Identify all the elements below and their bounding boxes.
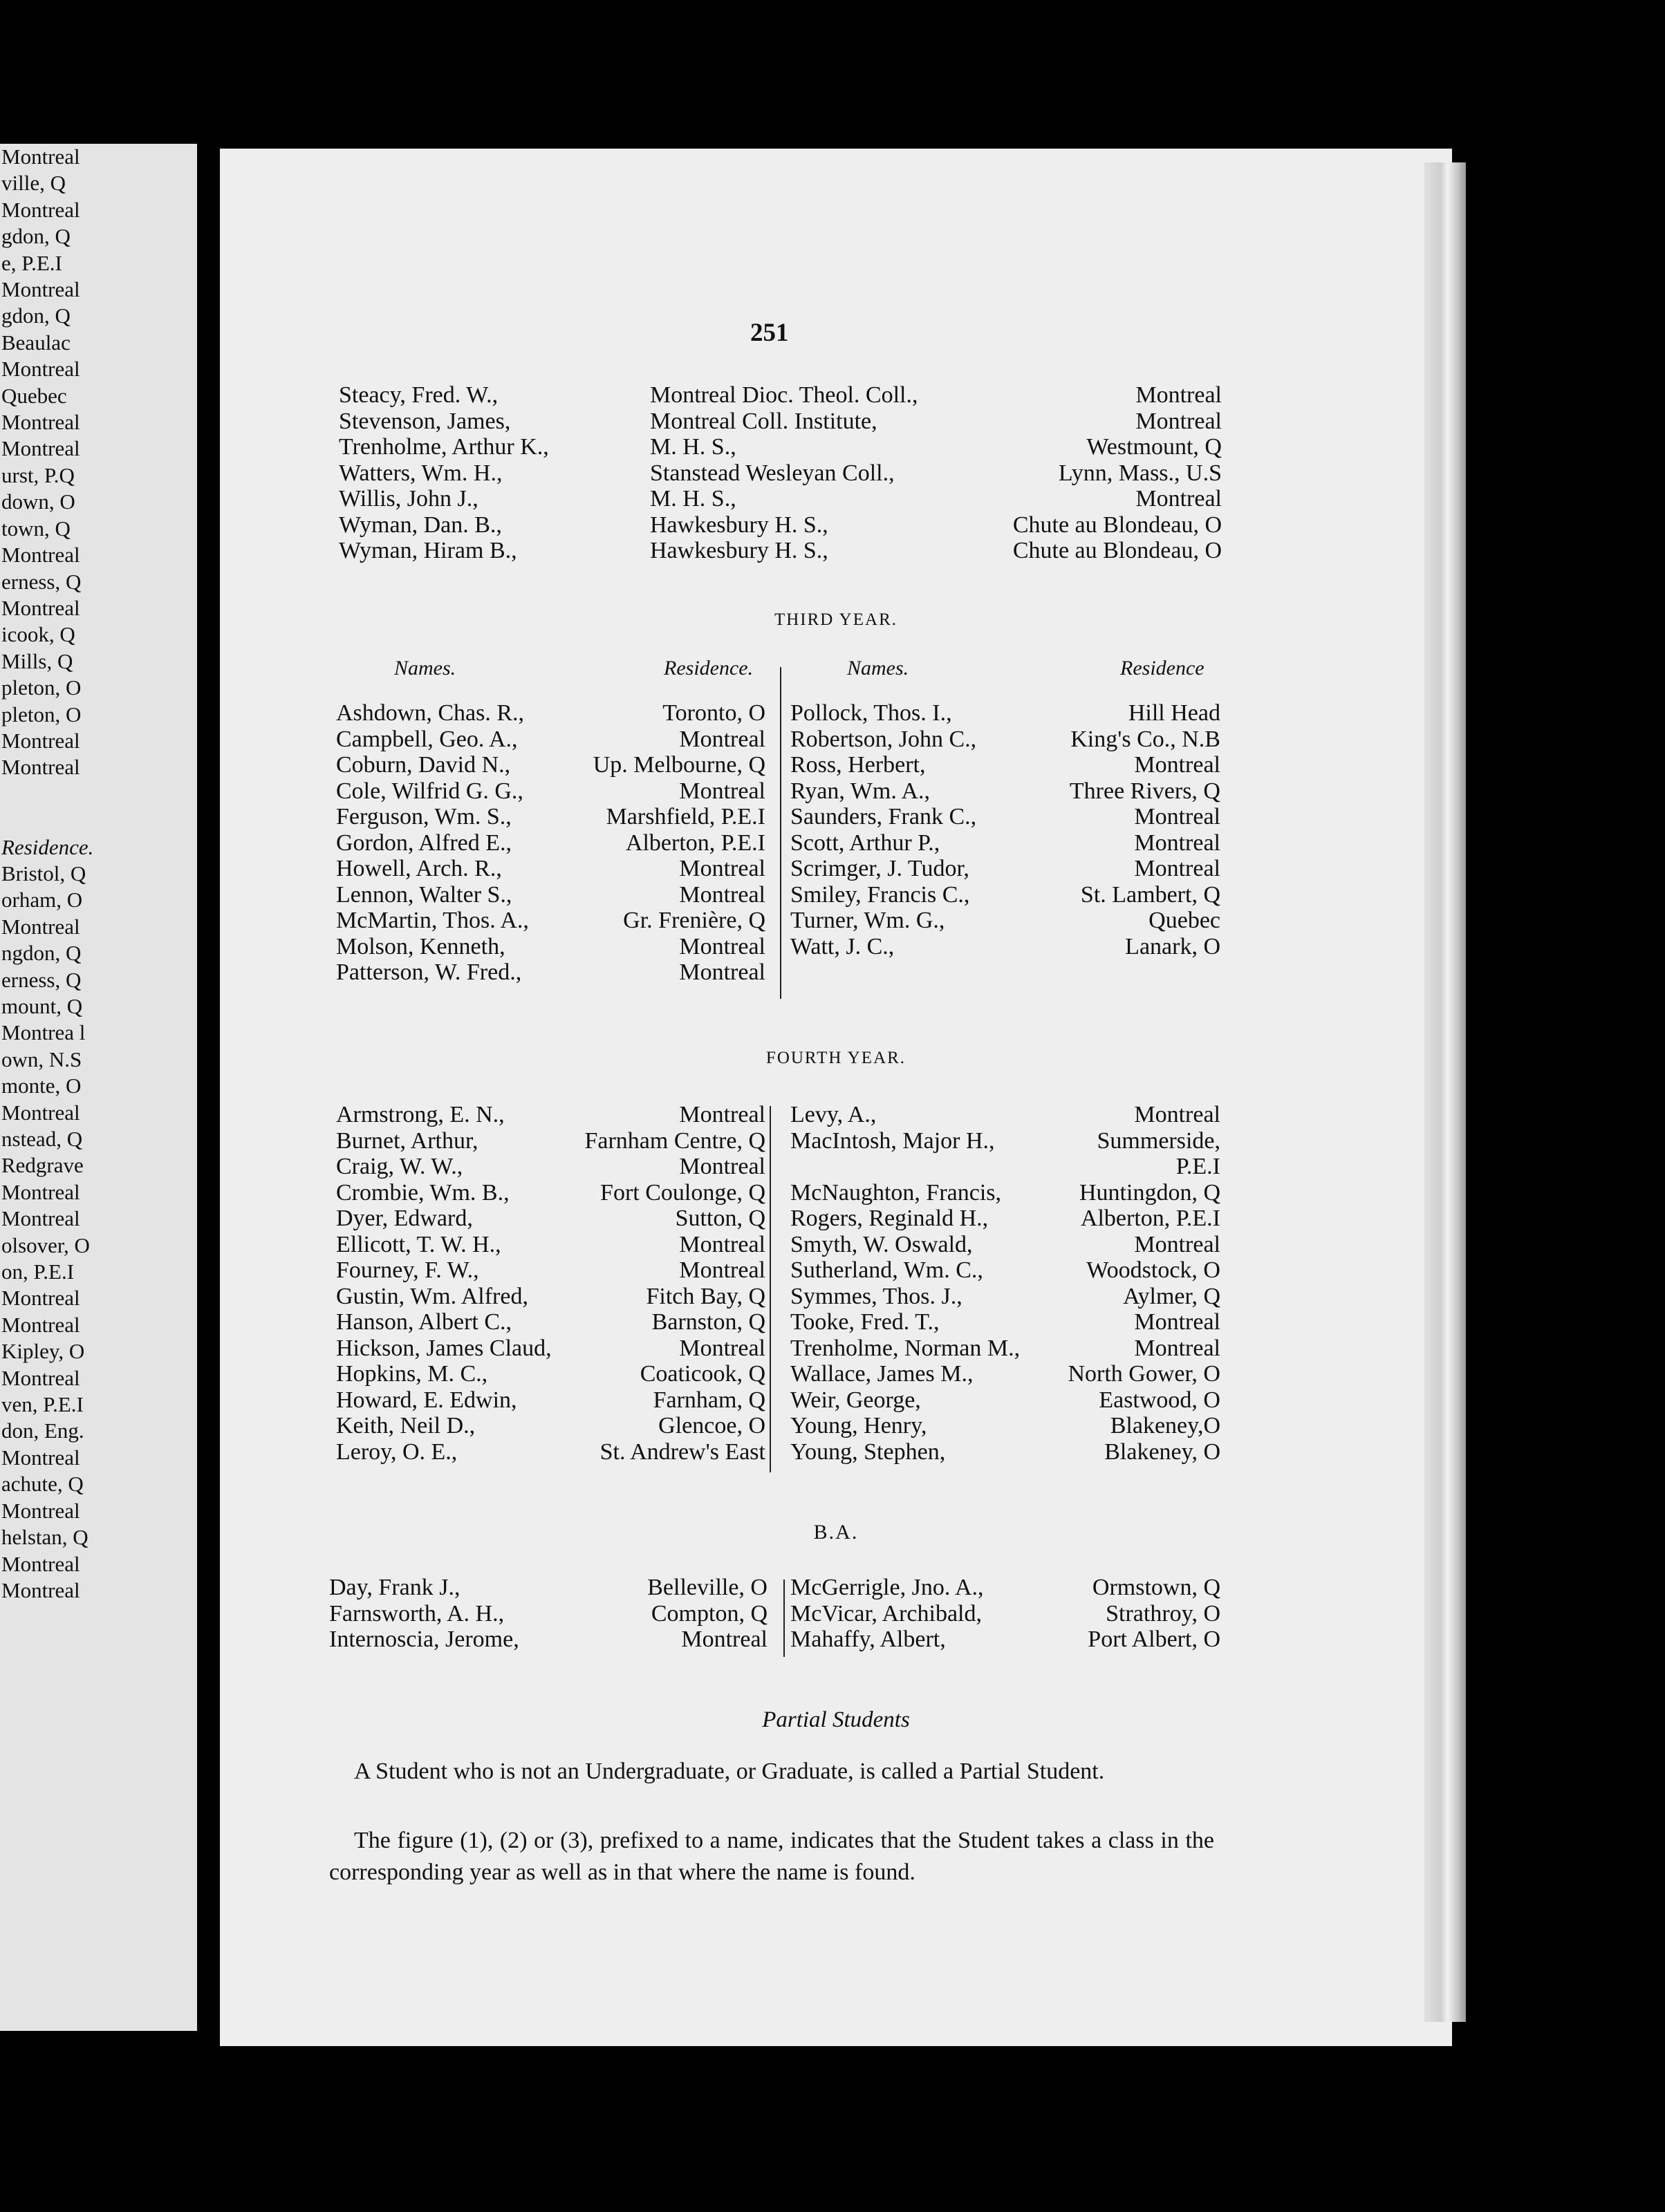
left-page-line: gdon, Q: [1, 303, 71, 328]
fourth_year-residence: Huntingdon, Q: [1079, 1179, 1220, 1206]
third_year-name: Campbell, Geo. A.,: [336, 726, 518, 752]
left-page-line: Montreal: [1, 1365, 80, 1390]
third_year-residence: Toronto, O: [662, 700, 765, 726]
fourth_year-residence: Montreal: [1134, 1335, 1220, 1361]
third_year-residence: Hill Head: [1128, 700, 1220, 726]
third_year-name: Ross, Herbert,: [790, 752, 926, 778]
left-page-line: gdon, Q: [1, 224, 71, 249]
left-page-line: town, Q: [1, 516, 71, 541]
third_year-residence: Montreal: [679, 881, 765, 908]
left-page-line: ngdon, Q: [1, 941, 82, 966]
fourth_year-residence: Montreal: [1134, 1231, 1220, 1257]
ba-name: McVicar, Archibald,: [790, 1600, 982, 1627]
left-page-line: helstan, Q: [1, 1525, 89, 1550]
top-list-residence: Montreal: [1135, 382, 1222, 408]
top-list-school: Montreal Dioc. Theol. Coll.,: [650, 382, 918, 408]
ba-name: Day, Frank J.,: [329, 1575, 461, 1600]
top-list-name: Stevenson, James,: [339, 408, 511, 434]
fourth_year-name: Fourney, F. W.,: [336, 1257, 479, 1283]
third_year-name: Cole, Wilfrid G. G.,: [336, 778, 523, 804]
fourth_year-residence: Fort Coulonge, Q: [600, 1179, 765, 1206]
top-list-name: Wyman, Hiram B.,: [339, 538, 517, 563]
fourth_year-name: Tooke, Fred. T.,: [790, 1309, 940, 1335]
third_year-name: Gordon, Alfred E.,: [336, 830, 512, 856]
third_year-residence: Montreal: [1134, 830, 1220, 856]
left-page-line: urst, P.Q: [1, 462, 75, 487]
third_year-residence: Montreal: [679, 726, 765, 752]
ba-residence: Ormstown, Q: [1092, 1575, 1220, 1600]
left-page-line: Montreal: [1, 1445, 80, 1470]
third_year-name: Scrimger, J. Tudor,: [790, 856, 969, 881]
fourth_year-residence: Fitch Bay, Q: [646, 1283, 765, 1309]
third-year-header-names: Names.: [394, 657, 456, 679]
third_year-residence: Lanark, O: [1125, 933, 1220, 959]
left-page-line: Montreal: [1, 914, 80, 939]
third_year-name: Ashdown, Chas. R.,: [336, 700, 525, 726]
left-page-line: erness, Q: [1, 569, 82, 594]
left-page-line: monte, O: [1, 1074, 82, 1098]
left-page-line: Montreal: [1, 1179, 80, 1204]
fourth_year-name: Young, Stephen,: [790, 1438, 946, 1465]
page-number: 251: [750, 319, 789, 347]
fourth_year-name: Weir, George,: [790, 1387, 921, 1413]
top-list-residence: Westmount, Q: [1086, 434, 1222, 460]
third_year-title: THIRD YEAR.: [774, 610, 897, 629]
left-page-line: pleton, O: [1, 702, 82, 727]
left-page-line: Montreal: [1, 1312, 80, 1337]
fourth_year-residence: Montreal: [679, 1154, 765, 1179]
left-page-line: Montreal: [1, 410, 80, 435]
page-edge: [1424, 162, 1466, 2022]
top-list-name: Steacy, Fred. W.,: [339, 382, 499, 408]
left-page-line: olsover, O: [1, 1232, 90, 1257]
fourth_year-name: Crombie, Wm. B.,: [336, 1179, 510, 1206]
third_year-residence: Montreal: [679, 933, 765, 959]
third_year-name: Scott, Arthur P.,: [790, 830, 940, 856]
third_year-residence: Montreal: [1134, 804, 1220, 830]
top-list-school: Hawkesbury H. S.,: [650, 512, 828, 538]
fourth_year-residence: Montreal: [679, 1257, 765, 1283]
fourth_year-name: Hickson, James Claud,: [336, 1335, 552, 1361]
third-year-header-names: Names.: [847, 657, 909, 679]
top-list-name: Wyman, Dan. B.,: [339, 512, 502, 538]
fourth_year-residence: North Gower, O: [1068, 1361, 1220, 1387]
left-page-line: Montreal: [1, 1498, 80, 1523]
third_year-residence: Three Rivers, Q: [1069, 778, 1220, 804]
fourth_year-residence: Summerside,: [1097, 1127, 1220, 1154]
ba-residence: Belleville, O: [647, 1575, 768, 1600]
fourth_year-residence: Coaticook, Q: [640, 1361, 765, 1387]
third_year-residence: Montreal: [679, 959, 765, 985]
fourth_year-name: Young, Henry,: [790, 1413, 927, 1438]
left-page-line: Montreal: [1, 197, 80, 222]
fourth_year-name: Keith, Neil D.,: [336, 1413, 476, 1438]
top-list-residence: Chute au Blondeau, O: [1012, 538, 1222, 563]
third_year-residence: St. Lambert, Q: [1080, 881, 1220, 908]
fourth_year-residence: Sutton, Q: [675, 1206, 765, 1231]
left-page-line: Beaulac: [1, 330, 71, 355]
left-page-line: down, O: [1, 489, 75, 514]
left-page-line: Bristol, Q: [1, 861, 86, 885]
fourth_year-residence: Montreal: [679, 1335, 765, 1361]
third_year-name: Smiley, Francis C.,: [790, 881, 970, 908]
left-page-line: mount, Q: [1, 993, 83, 1018]
left-page-line: Montreal: [1, 277, 80, 302]
top-list-name: Willis, John J.,: [339, 486, 478, 512]
fourth_year-name: Ellicott, T. W. H.,: [336, 1231, 501, 1257]
third_year-name: Molson, Kenneth,: [336, 933, 505, 959]
left-page-line: on, P.E.I: [1, 1259, 75, 1284]
fourth_year-residence: Montreal: [679, 1231, 765, 1257]
fourth_year-name: Trenholme, Norman M.,: [790, 1335, 1021, 1361]
third_year-residence: Marshfield, P.E.I: [606, 804, 765, 830]
third_year-column-divider: [780, 667, 781, 999]
ba-residence: Compton, Q: [651, 1600, 768, 1627]
fourth_year-residence: P.E.I: [1175, 1154, 1220, 1179]
fourth_year-residence: Blakeney, O: [1104, 1438, 1220, 1465]
fourth_year-name: Howard, E. Edwin,: [336, 1387, 517, 1413]
third_year-name: Watt, J. C.,: [790, 933, 895, 959]
ba-column-divider: [783, 1580, 785, 1657]
partial-students-title: Partial Students: [762, 1707, 910, 1732]
fourth_year-name: MacIntosh, Major H.,: [790, 1127, 995, 1154]
left-page-line: Montreal: [1, 144, 80, 169]
ba-name: Mahaffy, Albert,: [790, 1627, 946, 1652]
top-list-school: Stanstead Wesleyan Coll.,: [650, 460, 895, 486]
third_year-residence: Montreal: [679, 856, 765, 881]
left-page-line: Montrea l: [1, 1020, 86, 1045]
left-page-line: Montreal: [1, 755, 80, 780]
ba-title: B.A.: [813, 1521, 859, 1544]
left-page-line: e, P.E.I: [1, 250, 62, 275]
left-page-line: Mills, Q: [1, 648, 73, 673]
ba-name: Farnsworth, A. H.,: [329, 1600, 505, 1627]
fourth_year-name: Burnet, Arthur,: [336, 1127, 478, 1154]
top-list-residence: Montreal: [1135, 408, 1222, 434]
fourth_year-residence: Alberton, P.E.I: [1080, 1206, 1220, 1231]
fourth_year-name: Armstrong, E. N.,: [336, 1102, 505, 1127]
third_year-name: McMartin, Thos. A.,: [336, 908, 529, 933]
left-page-line: Montreal: [1, 543, 80, 568]
left-page-line: erness, Q: [1, 967, 82, 992]
third_year-name: Lennon, Walter S.,: [336, 881, 512, 908]
left-page-residence-column: [0, 144, 197, 1604]
third_year-name: Howell, Arch. R.,: [336, 856, 502, 881]
fourth_year-residence: Farnham Centre, Q: [584, 1127, 765, 1154]
third_year-name: Turner, Wm. G.,: [790, 908, 945, 933]
top-list-school: M. H. S.,: [650, 486, 736, 512]
fourth_year-name: Rogers, Reginald H.,: [790, 1206, 989, 1231]
fourth_year-name: Gustin, Wm. Alfred,: [336, 1283, 528, 1309]
third_year-residence: Montreal: [1134, 856, 1220, 881]
fourth_year-name: Craig, W. W.,: [336, 1154, 463, 1179]
ba-residence: Port Albert, O: [1088, 1627, 1220, 1652]
ba-name: McGerrigle, Jno. A.,: [790, 1575, 984, 1600]
third_year-name: Ferguson, Wm. S.,: [336, 804, 512, 830]
left-page-line: Montreal: [1, 1577, 80, 1602]
third_year-residence: Alberton, P.E.I: [625, 830, 765, 856]
third_year-residence: Montreal: [1134, 752, 1220, 778]
third_year-residence: Montreal: [679, 778, 765, 804]
fourth_year-name: Wallace, James M.,: [790, 1361, 974, 1387]
fourth_year-name: Levy, A.,: [790, 1102, 877, 1127]
fourth_year-name: Sutherland, Wm. C.,: [790, 1257, 983, 1283]
partial-paragraph-1: A Student who is not an Undergraduate, or Graduate, is called a Partial Student.: [354, 1759, 1105, 1784]
left-page-column-header: Residence.: [1, 834, 94, 859]
third_year-name: Saunders, Frank C.,: [790, 804, 977, 830]
fourth_year-residence: Eastwood, O: [1099, 1387, 1220, 1413]
fourth_year-residence: Barnston, Q: [651, 1309, 765, 1335]
fourth_year-residence: Woodstock, O: [1086, 1257, 1220, 1283]
left-page-line: Montreal: [1, 1551, 80, 1576]
left-page-line: Montreal: [1, 1206, 80, 1231]
left-page-line: Redgrave: [1, 1153, 84, 1178]
fourth_year-name: McNaughton, Francis,: [790, 1179, 1002, 1206]
left-page-line: Montreal: [1, 436, 80, 461]
fourth_year-residence: Aylmer, Q: [1123, 1283, 1220, 1309]
fourth_year-name: Symmes, Thos. J.,: [790, 1283, 962, 1309]
top-list-school: M. H. S.,: [650, 434, 736, 460]
third_year-name: Coburn, David N.,: [336, 752, 511, 778]
left-page-line: Montreal: [1, 357, 80, 382]
fourth_year-name: Smyth, W. Oswald,: [790, 1231, 973, 1257]
ba-residence: Strathroy, O: [1106, 1600, 1220, 1627]
fourth_year-residence: St. Andrew's East: [599, 1438, 765, 1465]
third_year-residence: King's Co., N.B: [1070, 726, 1220, 752]
third_year-residence: Up. Melbourne, Q: [593, 752, 765, 778]
left-page-line: Montreal: [1, 728, 80, 753]
top-list-name: Trenholme, Arthur K.,: [339, 434, 549, 460]
fourth_year-residence: Farnham, Q: [653, 1387, 765, 1413]
left-page-line: nstead, Q: [1, 1127, 83, 1151]
top-list-residence: Chute au Blondeau, O: [1012, 512, 1222, 538]
top-list-school: Montreal Coll. Institute,: [650, 408, 877, 434]
ba-residence: Montreal: [681, 1627, 768, 1652]
top-list-residence: Lynn, Mass., U.S: [1058, 460, 1222, 486]
left-page-line: Montreal: [1, 1100, 80, 1125]
fourth_year-residence: Glencoe, O: [658, 1413, 765, 1438]
left-page-line: orham, O: [1, 888, 83, 912]
fourth_year-name: Hopkins, M. C.,: [336, 1361, 488, 1387]
left-page-line: Kipley, O: [1, 1339, 85, 1364]
left-page-line: icook, Q: [1, 622, 75, 647]
fourth_year-residence: Montreal: [679, 1102, 765, 1127]
fourth_year-residence: Montreal: [1134, 1309, 1220, 1335]
fourth_year-name: Hanson, Albert C.,: [336, 1309, 512, 1335]
left-page-line: Montreal: [1, 1286, 80, 1311]
left-page-line: [0, 807, 197, 834]
top-list-school: Hawkesbury H. S.,: [650, 538, 828, 563]
fourth_year-residence: Blakeney,O: [1110, 1413, 1220, 1438]
third_year-name: Patterson, W. Fred.,: [336, 959, 522, 985]
ba-name: Internoscia, Jerome,: [329, 1627, 519, 1652]
left-page-line: [0, 781, 197, 807]
left-page-line: ven, P.E.I: [1, 1392, 84, 1417]
fourth_year-name: Dyer, Edward,: [336, 1206, 473, 1231]
left-page-line: own, N.S: [1, 1047, 82, 1071]
left-page-line: achute, Q: [1, 1472, 84, 1497]
left-page-line: ville, Q: [1, 171, 66, 196]
third_year-residence: Gr. Frenière, Q: [623, 908, 765, 933]
fourth_year-name: Leroy, O. E.,: [336, 1438, 458, 1465]
left-page-fragment: [0, 144, 197, 2031]
third_year-residence: Quebec: [1148, 908, 1220, 933]
third_year-name: Ryan, Wm. A.,: [790, 778, 931, 804]
fourth_year-residence: Montreal: [1134, 1102, 1220, 1127]
third_year-name: Robertson, John C.,: [790, 726, 977, 752]
left-page-line: Montreal: [1, 595, 80, 620]
fourth_year-title: FOURTH YEAR.: [765, 1049, 906, 1067]
third-year-header-residence: Residence: [1120, 657, 1204, 679]
top-list-name: Watters, Wm. H.,: [339, 460, 503, 486]
left-page-line: don, Eng.: [1, 1418, 84, 1443]
third-year-header-residence: Residence.: [664, 657, 754, 679]
fourth_year-column-divider: [770, 1106, 771, 1472]
third_year-name: Pollock, Thos. I.,: [790, 700, 952, 726]
left-page-line: pleton, O: [1, 675, 82, 700]
partial-paragraph-2: The figure (1), (2) or (3), prefixed to a name, indicates that the Student takes a class in the corresponding year as well as in that where the name is found.: [329, 1828, 1214, 1885]
top-list-residence: Montreal: [1135, 486, 1222, 512]
left-page-line: Quebec: [1, 383, 67, 408]
